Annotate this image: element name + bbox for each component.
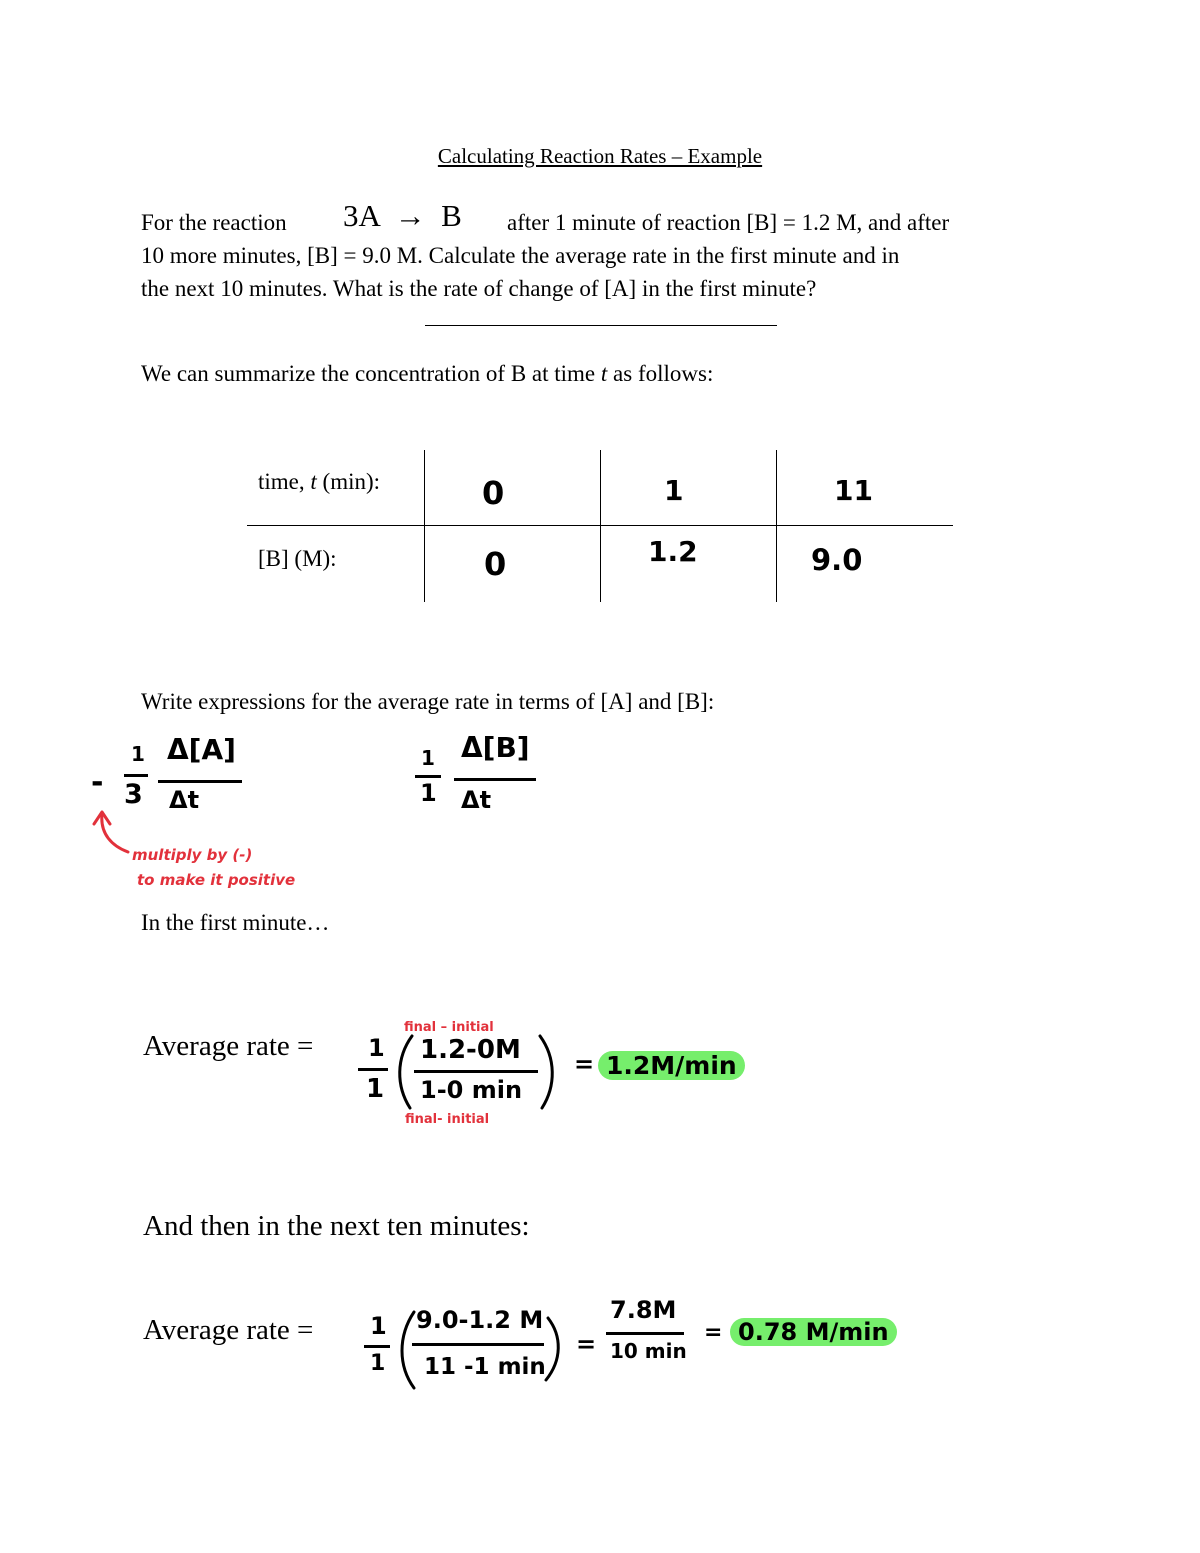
first-minute-heading: In the first minute…	[141, 910, 330, 935]
problem-line-1-cont: after 1 minute of reaction [B] = 1.2 M, and after	[507, 210, 950, 235]
table-header-concentration: [B] (M):	[258, 546, 337, 571]
next-heading: And then in the next ten minutes:	[143, 1210, 530, 1242]
summary-variable: t	[600, 361, 608, 386]
calc1-result: 1.2M/min	[598, 1051, 745, 1080]
rate-a-sign: -	[91, 765, 104, 800]
rate-b-coef-num: 1	[421, 746, 435, 770]
rate-a-delta-num: Δ[A]	[167, 733, 236, 766]
problem-intro: For the reaction	[141, 210, 287, 235]
rate-b-coef-den: 1	[420, 779, 437, 807]
annotation-note-line-1: multiply by (-)	[132, 846, 253, 864]
time-label: time,	[258, 469, 305, 494]
table-cell-concentration: 9.0	[811, 543, 863, 577]
expressions-prompt: Write expressions for the average rate in terms of [A] and [B]:	[141, 689, 715, 714]
rate-a-coef-den: 3	[124, 779, 143, 810]
rate-b-delta-den: Δt	[461, 786, 492, 814]
calc2-result: 0.78 M/min	[730, 1318, 897, 1346]
calc1-equals: =	[574, 1050, 595, 1078]
calc1-coef-num: 1	[368, 1034, 385, 1062]
problem-line-2: 10 more minutes, [B] = 9.0 M. Calculate the average rate in the first minute and in	[141, 243, 900, 268]
page-title: Calculating Reaction Rates – Example	[437, 144, 763, 168]
time-variable: t	[310, 469, 317, 494]
table-cell-concentration: 1.2	[648, 535, 698, 568]
calc1-coef-den: 1	[366, 1074, 385, 1104]
calc2-label: Average rate =	[143, 1314, 314, 1346]
calc1-denominator: 1-0 min	[420, 1076, 523, 1104]
calc2-mid-denominator: 10 min	[610, 1339, 687, 1363]
rate-a-delta-den: Δt	[169, 786, 200, 814]
summary-text: We can summarize the concentration of B at time	[141, 361, 596, 386]
calc1-numerator: 1.2-0M	[420, 1035, 521, 1065]
rate-a-coef-num: 1	[131, 742, 145, 766]
time-unit: (min):	[322, 469, 381, 494]
table-cell-concentration: 0	[484, 545, 507, 583]
calc2-mid-numerator: 7.8M	[610, 1296, 677, 1324]
calc2-coef-den: 1	[370, 1351, 386, 1376]
reaction-equation: 3A → B	[343, 198, 462, 233]
table-cell-time: 0	[482, 474, 505, 512]
calc2-equals-1: =	[576, 1330, 597, 1358]
calc2-numerator: 9.0-1.2 M	[416, 1306, 544, 1334]
calc1-top-note: final – initial	[404, 1020, 494, 1035]
calc2-mid-bar	[606, 1332, 684, 1335]
calc2-coef-num: 1	[370, 1312, 387, 1340]
summary-end: as follows:	[613, 361, 714, 386]
calc2-fraction-bar	[412, 1343, 544, 1346]
annotation-note-line-2: to make it positive	[137, 871, 296, 889]
calc2-denominator: 11 -1 min	[424, 1354, 546, 1380]
calc2-equals-2: =	[704, 1320, 723, 1345]
rate-b-delta-num: Δ[B]	[461, 731, 530, 764]
calc1-label: Average rate =	[143, 1030, 314, 1062]
problem-line-3: the next 10 minutes. What is the rate of change of [A] in the first minute?	[141, 276, 817, 301]
calc1-bottom-note: final- initial	[405, 1112, 490, 1127]
table-cell-time: 1	[664, 474, 684, 507]
table-cell-time: 11	[834, 474, 873, 507]
